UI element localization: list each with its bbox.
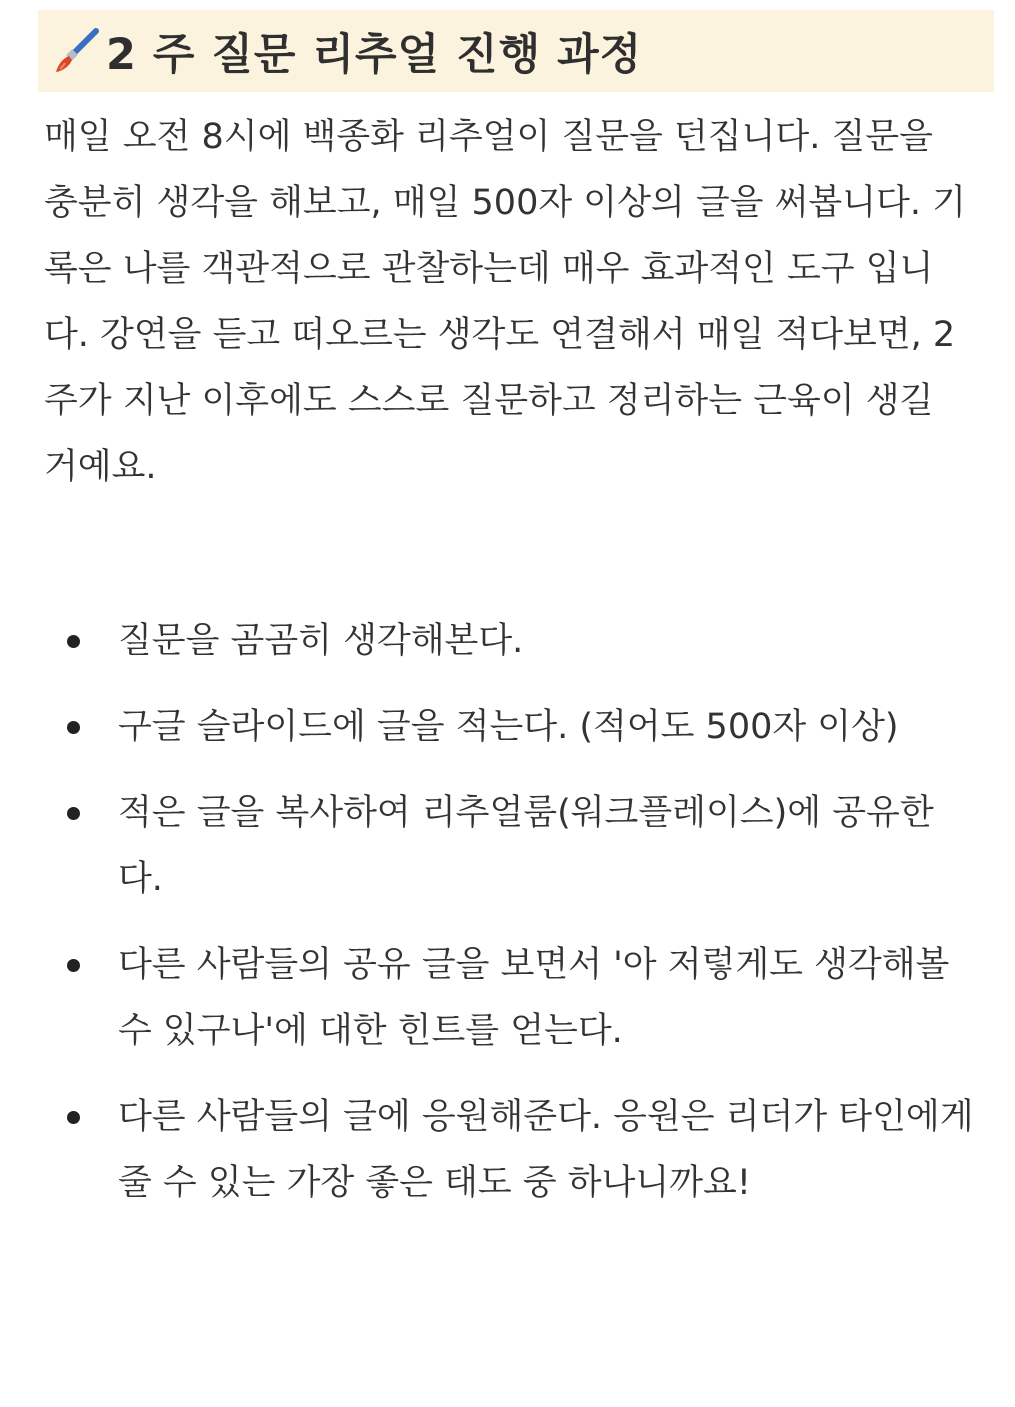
list-item-text: 적은 글을 복사하여 리추얼룸(워크플레이스)에 공유한다. [118, 793, 934, 899]
list-item-text: 다른 사람들의 공유 글을 보면서 '아 저렇게도 생각해볼 수 있구나'에 대한 힌트를 얻는다. [118, 945, 950, 1051]
list-item-text: 구글 슬라이드에 글을 적는다. (적어도 500자 이상) [118, 707, 899, 747]
intro-paragraph: 매일 오전 8시에 백종화 리추얼이 질문을 던집니다. 질문을 충분히 생각을 해보고, 매일 500자 이상의 글을 써봅니다. 기록은 나를 객관적으로 관찰하는데 매우 효과적인 도구 입니다. 강연을 듣고 떠오르는 생각도 연결해서 매일 적다보면, 2주가 지난 이후에도 스스로 질문하고 정리하는 근육이 생길 거예요. [44, 117, 966, 487]
list-item [0, 608, 1015, 674]
paintbrush-icon [50, 25, 102, 77]
list-item [0, 932, 1015, 1064]
section-heading [38, 10, 994, 92]
list-item [0, 694, 1015, 760]
bullet-dot [67, 635, 80, 648]
bullet-dot [67, 721, 80, 734]
list-item [0, 1084, 1015, 1216]
list-item [0, 780, 1015, 912]
bullet-dot [67, 959, 80, 972]
steps-list [0, 608, 1015, 1236]
list-item-text: 다른 사람들의 글에 응원해준다. 응원은 리더가 타인에게 줄 수 있는 가장 좋은 태도 중 하나니까요! [118, 1097, 974, 1203]
list-item-text: 질문을 곰곰히 생각해본다. [118, 621, 524, 661]
section-title: 2 주 질문 리추얼 진행 과정 [106, 29, 643, 80]
bullet-dot [67, 807, 80, 820]
bullet-dot [67, 1111, 80, 1124]
